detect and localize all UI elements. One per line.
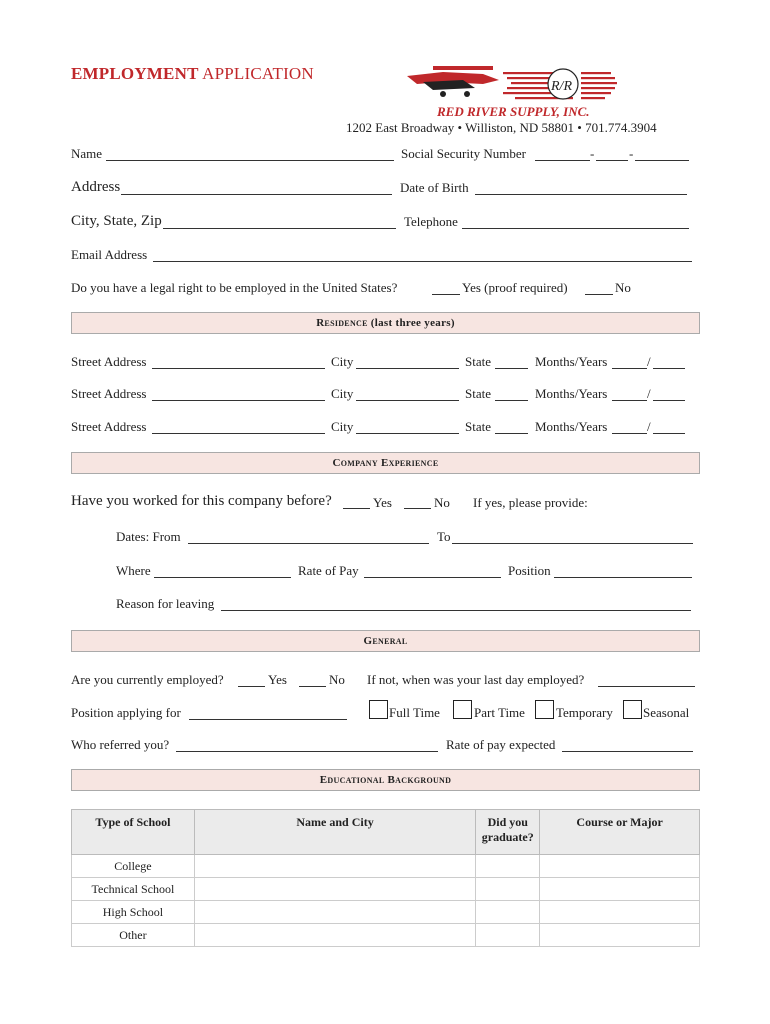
ssn-field-1[interactable] bbox=[535, 160, 590, 161]
city-state-zip-label: City, State, Zip bbox=[71, 213, 162, 229]
legal-right-question: Do you have a legal right to be employed in the United States? bbox=[71, 280, 398, 295]
years-field[interactable] bbox=[653, 368, 685, 369]
legal-no-field[interactable] bbox=[585, 294, 613, 295]
column-header-type-of-school: Type of School bbox=[72, 810, 195, 855]
ssn-field-3[interactable] bbox=[635, 160, 689, 161]
graduated-cell[interactable] bbox=[476, 901, 540, 924]
street-address-label: Street Address bbox=[71, 354, 147, 369]
dates-from-label: Dates: From bbox=[116, 529, 181, 544]
name-and-city-cell[interactable] bbox=[194, 855, 475, 878]
rate-expected-field[interactable] bbox=[562, 751, 693, 752]
legal-no-label: No bbox=[615, 280, 631, 295]
street-address-label: Street Address bbox=[71, 386, 147, 401]
months-years-label: Months/Years bbox=[535, 386, 608, 401]
yes-label: Yes bbox=[268, 672, 287, 687]
state-field[interactable] bbox=[495, 400, 528, 401]
graduated-cell[interactable] bbox=[476, 924, 540, 947]
reason-for-leaving-field[interactable] bbox=[221, 610, 691, 611]
seasonal-checkbox[interactable] bbox=[623, 700, 642, 719]
if-yes-note: If yes, please provide: bbox=[473, 495, 588, 510]
course-major-cell[interactable] bbox=[540, 878, 700, 901]
months-field[interactable] bbox=[612, 368, 647, 369]
months-field[interactable] bbox=[612, 400, 647, 401]
rate-of-pay-field[interactable] bbox=[364, 577, 501, 578]
company-address: 1202 East Broadway • Williston, ND 58801 • 701.774.3904 bbox=[346, 120, 657, 135]
last-day-label: If not, when was your last day employed? bbox=[367, 672, 585, 687]
no-label: No bbox=[434, 495, 450, 510]
to-label: To bbox=[437, 529, 451, 544]
address-label: Address bbox=[71, 179, 121, 195]
street-address-label: Street Address bbox=[71, 419, 147, 434]
dob-label: Date of Birth bbox=[400, 180, 469, 195]
dob-field[interactable] bbox=[475, 194, 687, 195]
position-applying-label: Position applying for bbox=[71, 705, 181, 720]
school-type-cell: Technical School bbox=[72, 878, 195, 901]
reason-for-leaving-label: Reason for leaving bbox=[116, 596, 215, 611]
telephone-field[interactable] bbox=[462, 228, 689, 229]
slash: / bbox=[647, 354, 651, 369]
seasonal-label: Seasonal bbox=[643, 705, 690, 720]
form-title: EMPLOYMENT APPLICATION bbox=[71, 64, 314, 83]
company-name: RED RIVER SUPPLY, INC. bbox=[437, 104, 590, 119]
where-label: Where bbox=[116, 563, 151, 578]
email-field[interactable] bbox=[153, 261, 692, 262]
general-section-header: General bbox=[71, 630, 700, 652]
rate-of-pay-label: Rate of Pay bbox=[298, 563, 359, 578]
worked-before-question: Have you worked for this company before? bbox=[71, 493, 332, 509]
name-and-city-cell[interactable] bbox=[194, 878, 475, 901]
company-experience-section-header: Company Experience bbox=[71, 452, 700, 474]
state-label: State bbox=[465, 354, 491, 369]
employed-no-field[interactable] bbox=[299, 686, 326, 687]
position-field[interactable] bbox=[554, 577, 692, 578]
slash: / bbox=[647, 386, 651, 401]
currently-employed-question: Are you currently employed? bbox=[71, 672, 224, 687]
city-field[interactable] bbox=[356, 433, 459, 434]
address-field[interactable] bbox=[121, 194, 392, 195]
city-field[interactable] bbox=[356, 400, 459, 401]
graduated-cell[interactable] bbox=[476, 878, 540, 901]
column-header-name-and-city: Name and City bbox=[194, 810, 475, 855]
email-label: Email Address bbox=[71, 247, 148, 262]
street-address-field[interactable] bbox=[152, 400, 325, 401]
position-applying-field[interactable] bbox=[189, 719, 347, 720]
name-label: Name bbox=[71, 146, 103, 161]
name-field[interactable] bbox=[106, 160, 394, 161]
ssn-field-2[interactable] bbox=[596, 160, 628, 161]
part-time-label: Part Time bbox=[474, 705, 525, 720]
employed-yes-field[interactable] bbox=[238, 686, 265, 687]
slash: / bbox=[647, 419, 651, 434]
referred-by-label: Who referred you? bbox=[71, 737, 170, 752]
temporary-label: Temporary bbox=[556, 705, 613, 720]
street-address-field[interactable] bbox=[152, 433, 325, 434]
table-row bbox=[72, 855, 700, 878]
years-field[interactable] bbox=[653, 400, 685, 401]
last-day-field[interactable] bbox=[598, 686, 695, 687]
table-row bbox=[72, 924, 700, 947]
where-field[interactable] bbox=[154, 577, 291, 578]
no-label: No bbox=[329, 672, 345, 687]
months-years-label: Months/Years bbox=[535, 354, 608, 369]
state-field[interactable] bbox=[495, 433, 528, 434]
full-time-label: Full Time bbox=[389, 705, 440, 720]
telephone-label: Telephone bbox=[404, 214, 458, 229]
city-label: City bbox=[331, 354, 354, 369]
ssn-label: Social Security Number bbox=[401, 146, 526, 161]
course-major-cell[interactable] bbox=[540, 901, 700, 924]
city-field[interactable] bbox=[356, 368, 459, 369]
temporary-checkbox[interactable] bbox=[535, 700, 554, 719]
legal-yes-label: Yes (proof required) bbox=[462, 280, 568, 295]
street-address-field[interactable] bbox=[152, 368, 325, 369]
table-row bbox=[72, 878, 700, 901]
state-label: State bbox=[465, 419, 491, 434]
years-field[interactable] bbox=[653, 433, 685, 434]
worked-before-no-field[interactable] bbox=[404, 508, 431, 509]
part-time-checkbox[interactable] bbox=[453, 700, 472, 719]
name-and-city-cell[interactable] bbox=[194, 901, 475, 924]
ssn-separator: - bbox=[629, 146, 634, 161]
position-label: Position bbox=[508, 563, 551, 578]
city-state-zip-field[interactable] bbox=[163, 228, 396, 229]
rate-expected-label: Rate of pay expected bbox=[446, 737, 556, 752]
school-type-cell: High School bbox=[72, 901, 195, 924]
worked-before-yes-field[interactable] bbox=[343, 508, 370, 509]
educational-background-section-header: Educational Background bbox=[71, 769, 700, 791]
course-major-cell[interactable] bbox=[540, 855, 700, 878]
column-header-did-you-graduate: Did you graduate? bbox=[476, 810, 540, 855]
full-time-checkbox[interactable] bbox=[369, 700, 388, 719]
ssn-separator: - bbox=[590, 146, 595, 161]
dates-to-field[interactable] bbox=[452, 543, 693, 544]
svg-text:R/R: R/R bbox=[551, 79, 572, 94]
referred-by-field[interactable] bbox=[176, 751, 438, 752]
column-header-course-or-major: Course or Major bbox=[540, 810, 700, 855]
school-type-cell: Other bbox=[72, 924, 195, 947]
table-row bbox=[72, 901, 700, 924]
state-field[interactable] bbox=[495, 368, 528, 369]
months-field[interactable] bbox=[612, 433, 647, 434]
state-label: State bbox=[465, 386, 491, 401]
residence-section-header: Residence (last three years) bbox=[71, 312, 700, 334]
dates-from-field[interactable] bbox=[188, 543, 429, 544]
course-major-cell[interactable] bbox=[540, 924, 700, 947]
city-label: City bbox=[331, 386, 354, 401]
name-and-city-cell[interactable] bbox=[194, 924, 475, 947]
education-table bbox=[71, 809, 700, 947]
city-label: City bbox=[331, 419, 354, 434]
yes-label: Yes bbox=[373, 495, 392, 510]
legal-yes-field[interactable] bbox=[432, 294, 460, 295]
graduated-cell[interactable] bbox=[476, 855, 540, 878]
school-type-cell: College bbox=[72, 855, 195, 878]
months-years-label: Months/Years bbox=[535, 419, 608, 434]
